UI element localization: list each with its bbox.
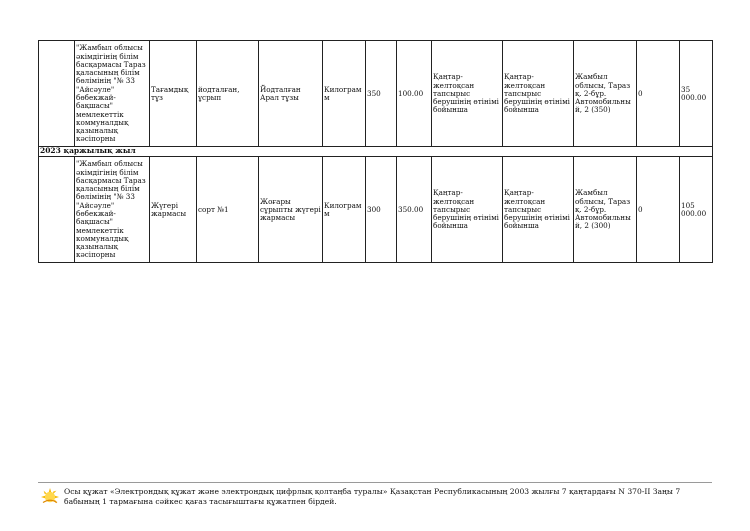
unit-cell: Килограмм: [323, 41, 366, 147]
processing-cell: йодталған, ұсрып: [197, 41, 259, 147]
organization-cell: "Жамбыл облысы әкімдігінің білім басқармасы Тараз қаласының білім бөлімінің "№ 33 "Айсәуле" бөбекжай-бақшасы" мемлекеттік коммуналдық қазыналық кәсіпорны: [75, 41, 150, 147]
total-cell: 35 000.00: [680, 41, 713, 147]
advance-cell: 0: [637, 157, 680, 263]
order-term-cell: Қаңтар-желтоқсан тапсырыс берушінің өтінімі бойынша: [503, 157, 574, 263]
year-row: [39, 147, 713, 157]
category-cell: Тағамдық тұз: [150, 41, 197, 147]
price-cell: 100.00: [397, 41, 432, 147]
footer-divider: [38, 482, 712, 483]
delivery-term-cell: Қаңтар-желтоқсан тапсырыс берушінің өтінімі бойынша: [432, 157, 503, 263]
table-row: [39, 41, 713, 147]
product-cell: Жоғары сұрыпты жүгері жармасы: [259, 157, 323, 263]
unit-cell: Килограмм: [323, 157, 366, 263]
organization-cell: "Жамбыл облысы әкімдігінің білім басқармасы Тараз қаласының білім бөлімінің "№ 33 "Айсәуле" бөбекжай-бақшасы" мемлекеттік коммуналдық қазыналық кәсіпорны: [75, 157, 150, 263]
address-cell: Жамбыл облысы, Тараз қ. 2-бұр. Автомобильный, 2 (350): [574, 41, 637, 147]
address-cell: Жамбыл облысы, Тараз қ. 2-бұр. Автомобильный, 2 (300): [574, 157, 637, 263]
footer-legal-text: Осы құжат «Электрондық құжат және электрондық цифрлық қолтаңба туралы» Қазақстан Республикасының 2003 жылғы 7 қаңтардағы N 370-II Заңы 7 бабының 1 тармағына сәйкес қағаз тасығыштағы құжатпен бірдей.: [64, 487, 681, 506]
egov-sun-logo-icon: [40, 487, 60, 507]
delivery-term-cell: Қаңтар-желтоқсан тапсырыс берушінің өтінімі бойынша: [432, 41, 503, 147]
price-cell: 350.00: [397, 157, 432, 263]
row-number-cell: [39, 157, 75, 263]
category-cell: Жүгері жармасы: [150, 157, 197, 263]
procurement-table: [38, 40, 713, 263]
quantity-cell: 300: [366, 157, 397, 263]
order-term-cell: Қаңтар-желтоқсан тапсырыс берушінің өтінімі бойынша: [503, 41, 574, 147]
year-label: 2023 қаржылық жыл: [39, 147, 713, 157]
row-number-cell: [39, 41, 75, 147]
total-cell: 105 000.00: [680, 157, 713, 263]
table-row: [39, 157, 713, 263]
advance-cell: 0: [637, 41, 680, 147]
product-cell: Йодталған Арал тұзы: [259, 41, 323, 147]
quantity-cell: 350: [366, 41, 397, 147]
processing-cell: сорт №1: [197, 157, 259, 263]
